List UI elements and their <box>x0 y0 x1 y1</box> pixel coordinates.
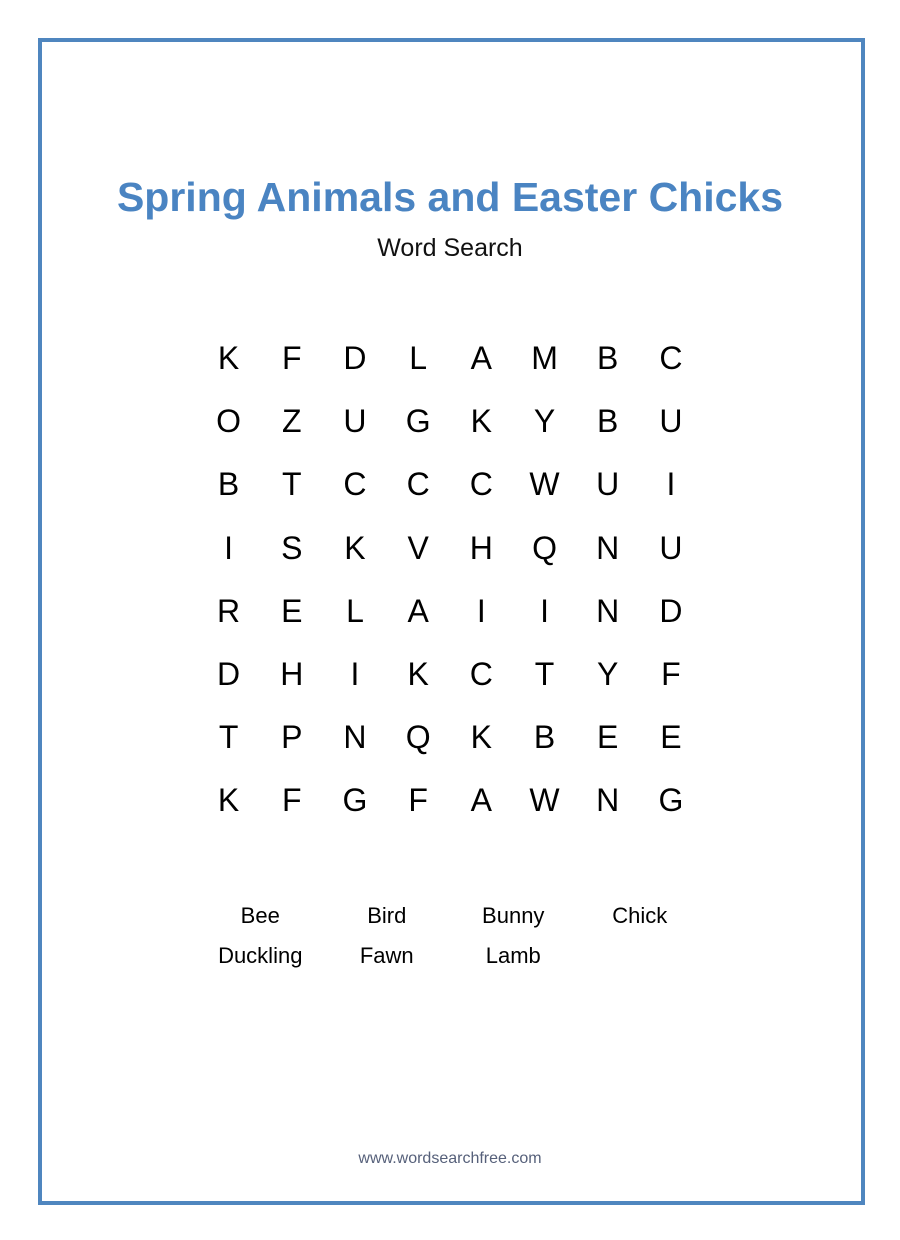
page-title: Spring Animals and Easter Chicks <box>116 174 784 220</box>
grid-letter: D <box>217 656 241 693</box>
grid-letter: H <box>280 656 304 693</box>
grid-letter: I <box>540 592 549 629</box>
word-list-item: Duckling <box>218 943 303 968</box>
grid-letter: E <box>597 719 619 756</box>
grid-letter: K <box>470 403 493 440</box>
grid-letter: G <box>342 782 368 819</box>
grid-letter: G <box>658 782 684 819</box>
footer-url: www.wordsearchfree.com <box>358 1150 542 1167</box>
grid-letter: K <box>217 340 240 377</box>
grid-letter: E <box>660 719 682 756</box>
grid-letter: A <box>470 782 493 819</box>
grid-letter: F <box>282 340 302 377</box>
grid-letter: W <box>529 782 560 819</box>
grid-letter: B <box>597 403 619 440</box>
grid-letter: U <box>343 403 367 440</box>
grid-letter: B <box>217 466 240 503</box>
word-list-item: Chick <box>612 903 668 928</box>
grid-letter: C <box>469 466 493 503</box>
grid-letter: U <box>659 403 683 440</box>
grid-letter: N <box>596 592 620 629</box>
grid-letter: K <box>344 529 366 566</box>
grid-letter: S <box>281 529 303 566</box>
grid-letter: F <box>661 656 681 693</box>
grid-letter: I <box>350 656 360 693</box>
grid-letter: U <box>596 466 620 503</box>
grid-letter: T <box>534 656 555 693</box>
grid-letter: K <box>407 656 429 693</box>
grid-letter: Q <box>532 529 557 566</box>
grid-letter: W <box>529 466 560 503</box>
grid-letter: Y <box>597 656 619 693</box>
grid-letter: D <box>659 592 683 629</box>
grid-letter: K <box>217 782 240 819</box>
grid-letter: A <box>407 592 429 629</box>
grid-letter: A <box>470 340 493 377</box>
grid-letter: D <box>343 340 367 377</box>
grid-letter: C <box>659 340 683 377</box>
grid-letter: O <box>216 403 242 440</box>
grid-letter: I <box>224 529 234 566</box>
word-list-item: Bird <box>367 903 407 928</box>
word-list-item: Bee <box>240 903 280 928</box>
grid-letter: F <box>408 782 428 819</box>
grid-letter: E <box>281 592 303 629</box>
grid-letter: H <box>469 529 493 566</box>
word-list <box>197 896 703 976</box>
grid-letter: F <box>282 782 302 819</box>
grid-letter: C <box>343 466 367 503</box>
grid-letter: Y <box>533 403 556 440</box>
grid-letter: B <box>597 340 619 377</box>
letter-grid <box>197 327 703 833</box>
grid-letter: L <box>346 592 364 629</box>
grid-letter: N <box>596 782 620 819</box>
grid-letter: I <box>666 466 676 503</box>
word-list-item: Fawn <box>359 943 414 968</box>
word-list-item: Lamb <box>485 943 541 968</box>
grid-letter: N <box>343 719 367 756</box>
grid-letter: G <box>405 403 431 440</box>
grid-letter: R <box>217 592 241 629</box>
page-subtitle: Word Search <box>377 234 523 262</box>
grid-letter: Q <box>405 719 431 756</box>
grid-letter: C <box>406 466 430 503</box>
grid-letter: T <box>282 466 302 503</box>
grid-letter: N <box>596 529 620 566</box>
grid-letter: U <box>659 529 683 566</box>
grid-letter: P <box>281 719 303 756</box>
grid-letter: B <box>533 719 556 756</box>
grid-letter: T <box>218 719 239 756</box>
grid-letter: K <box>470 719 493 756</box>
grid-letter: V <box>407 529 429 566</box>
word-list-item: Bunny <box>482 903 545 928</box>
grid-letter: L <box>409 340 428 377</box>
grid-letter: I <box>476 592 486 629</box>
grid-letter: M <box>531 340 558 377</box>
grid-letter: Z <box>282 403 302 440</box>
grid-letter: C <box>469 656 493 693</box>
